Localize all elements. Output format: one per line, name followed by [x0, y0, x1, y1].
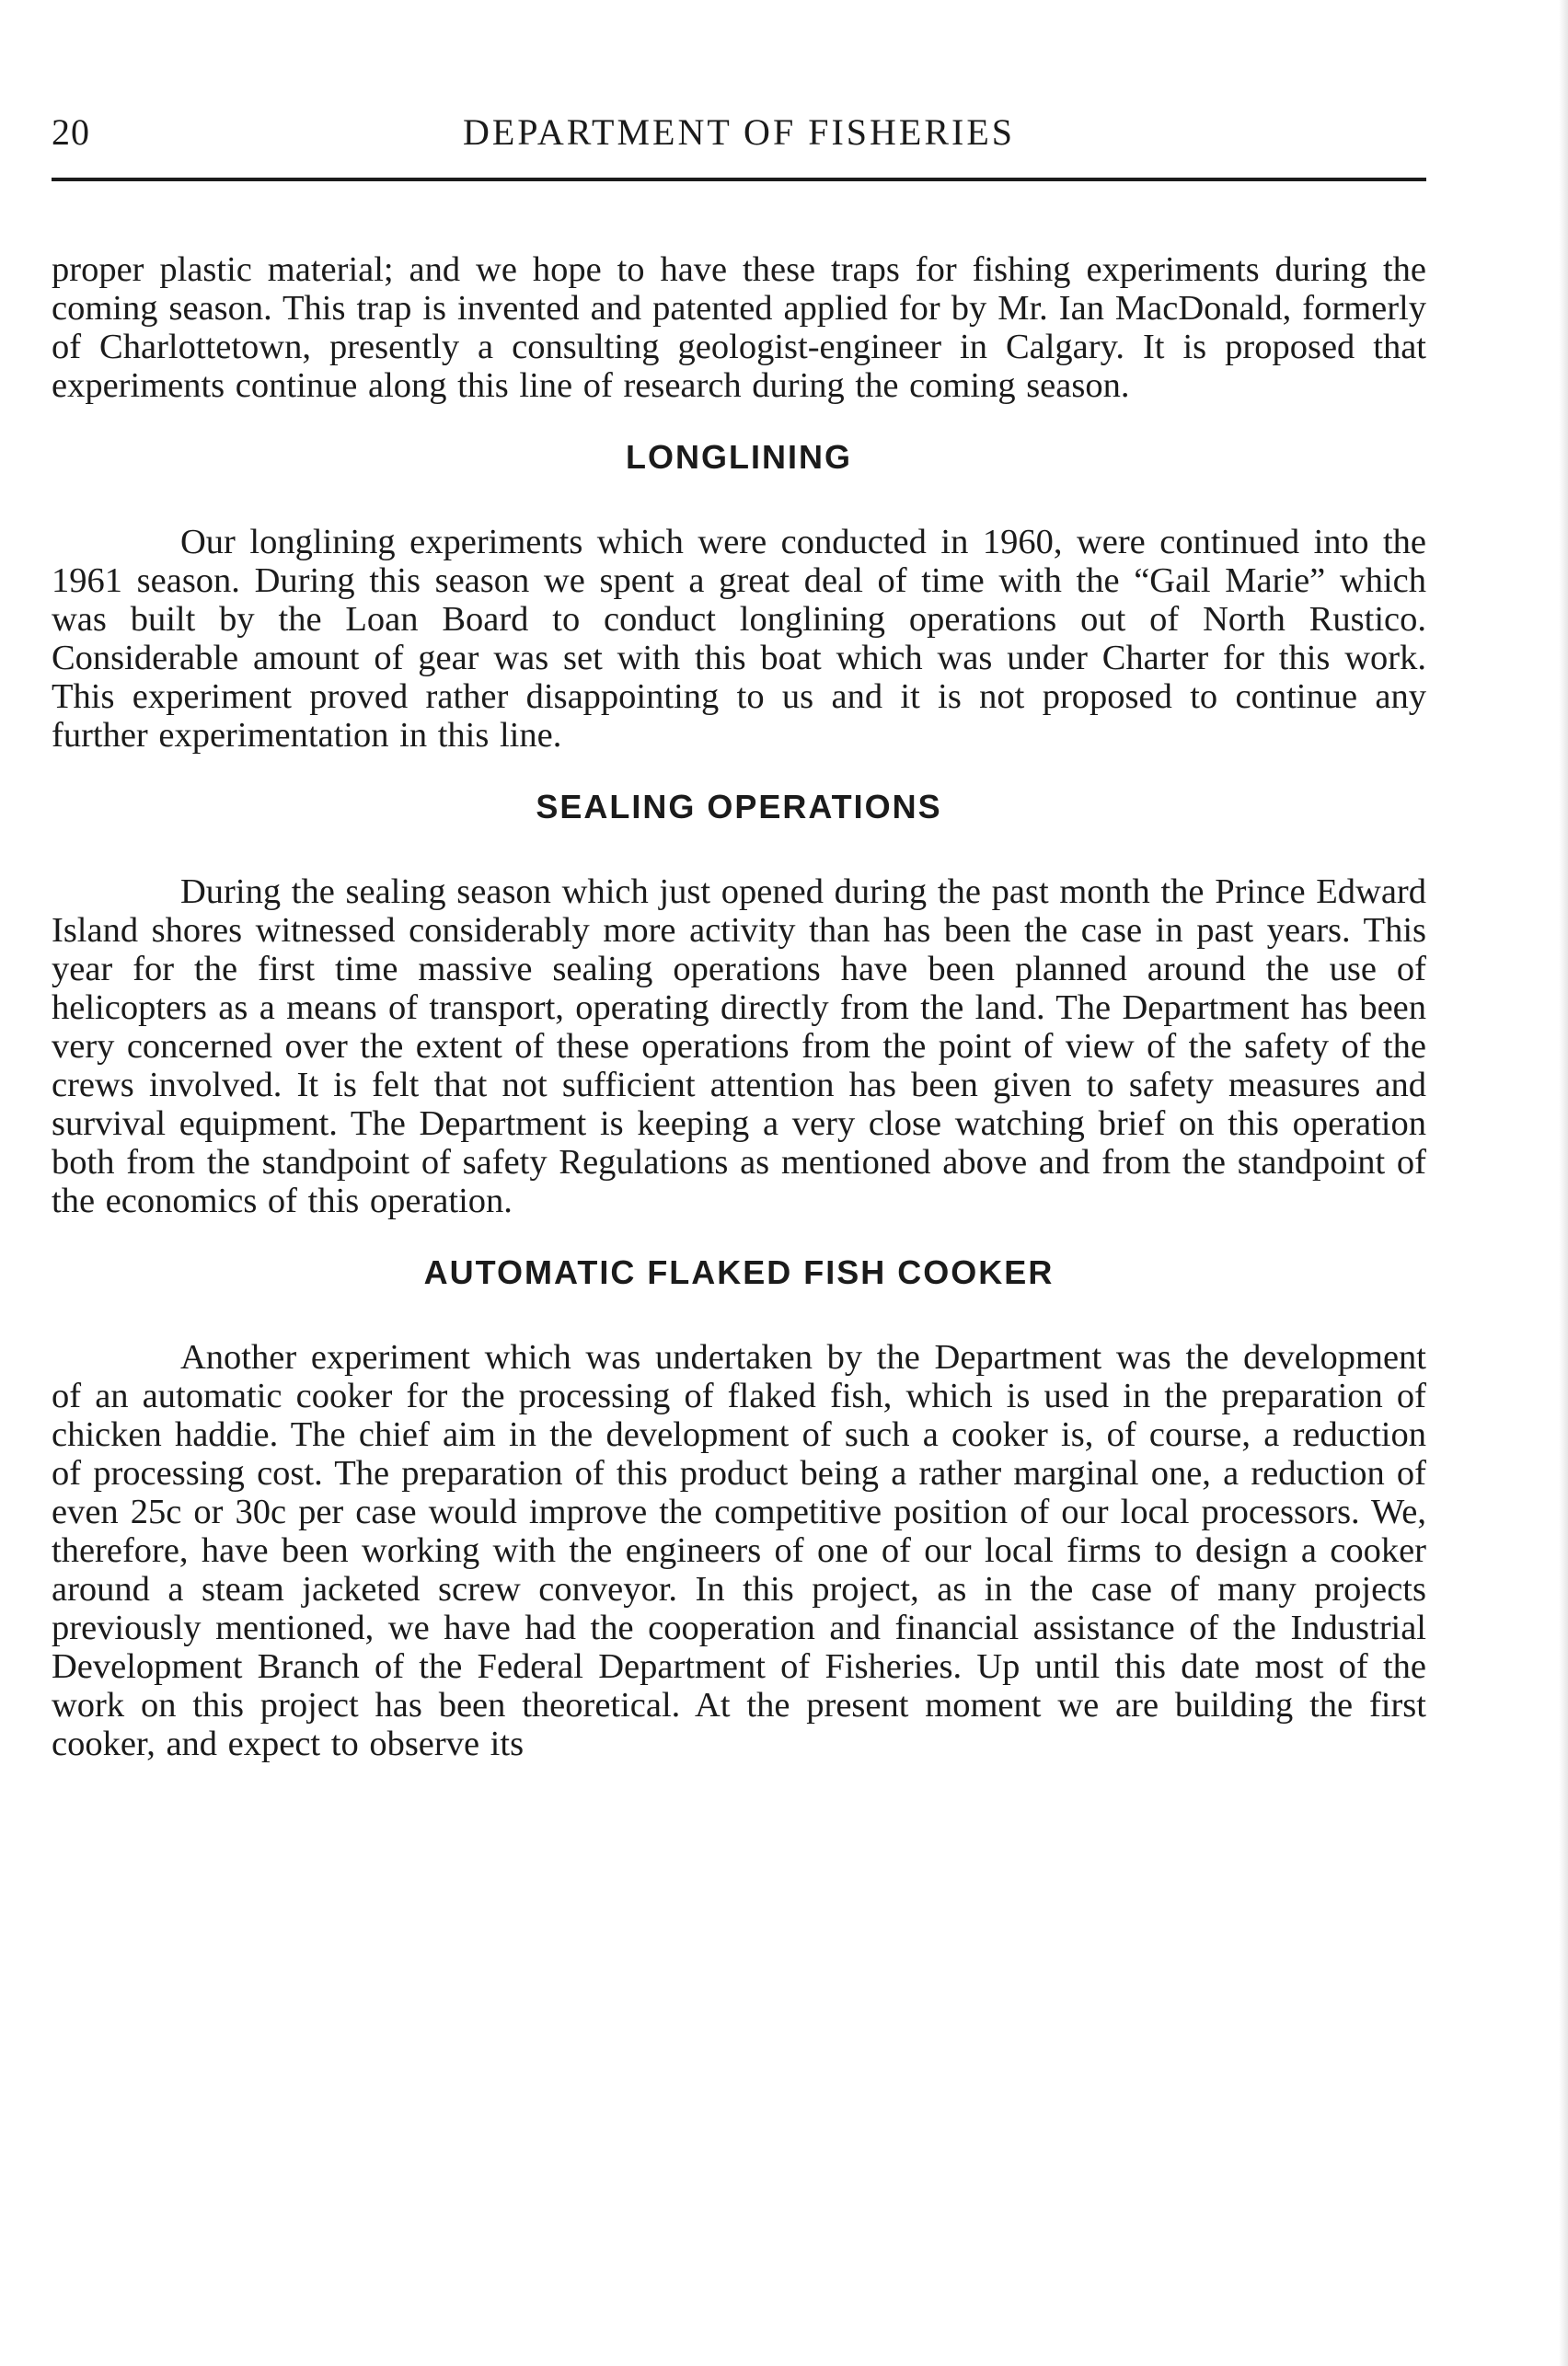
running-head	[52, 110, 1426, 166]
running-title: DEPARTMENT OF FISHERIES	[462, 111, 1016, 153]
heading-sealing-operations: SEALING OPERATIONS	[536, 788, 942, 825]
page-number: 20	[52, 111, 90, 153]
intro-paragraph: proper plastic material; and we hope to have these traps for fishing experiments during the coming season. This trap is invented and patented applied for by Mr. Ian MacDonald, formerly of Charlottetown, presently a consulting geologist-engineer in Calgary. It is proposed that experiments continue along this line of research during the coming season.	[52, 250, 1426, 405]
paragraph-longlining: Our longlining experiments which were conducted in 1960, were continued into the 1961 season. During this season we spent a great deal of time with the “Gail Marie” which was built by the Loan Board to conduct longlining operations out of North Rustico. Considerable amount of gear was set with this boat which was under Charter for this work. This experiment proved rather disappointing to us and it is not proposed to continue any further experimentation in this line.	[52, 523, 1426, 755]
paragraph-sealing-operations: During the sealing season which just opened during the past month the Prince Edward Island shores witnessed considerably more activity than has been the case in past years. This year for the first time massive sealing operations have been planned around the use of helicopters as a means of transport, operating directly from the land. The Department has been very concerned over the extent of these operations from the point of view of the safety of the crews involved. It is felt that not sufficient attention has been given to safety measures and survival equipment. The Department is keeping a very close watching brief on this operation both from the standpoint of safety Regulations as mentioned above and from the standpoint of the economics of this operation.	[52, 872, 1426, 1220]
paragraph-automatic-flaked-fish-cooker: Another experiment which was undertaken by the Department was the development of an automatic cooker for the processing of flaked fish, which is used in the preparation of chicken haddie. The chief aim in the development of such a cooker is, of course, a reduction of processing cost. The preparation of this product being a rather marginal one, a reduction of even 25c or 30c per case would improve the competitive position of our local processors. We, therefore, have been working with the engineers of one of our local firms to design a cooker around a steam jacketed screw conveyor. In this project, as in the case of many projects previously mentioned, we have had the cooperation and financial assistance of the Industrial Development Branch of the Federal Department of Fisheries. Up until this date most of the work on this project has been theoretical. At the present moment we are building the first cooker, and expect to observe its	[52, 1338, 1426, 1763]
heading-longlining: LONGLINING	[626, 438, 852, 476]
body-text	[52, 250, 1426, 1763]
page-edge-shadow	[1559, 0, 1568, 2366]
heading-automatic-flaked-fish-cooker: AUTOMATIC FLAKED FISH COOKER	[423, 1253, 1055, 1291]
header-rule	[52, 178, 1426, 181]
